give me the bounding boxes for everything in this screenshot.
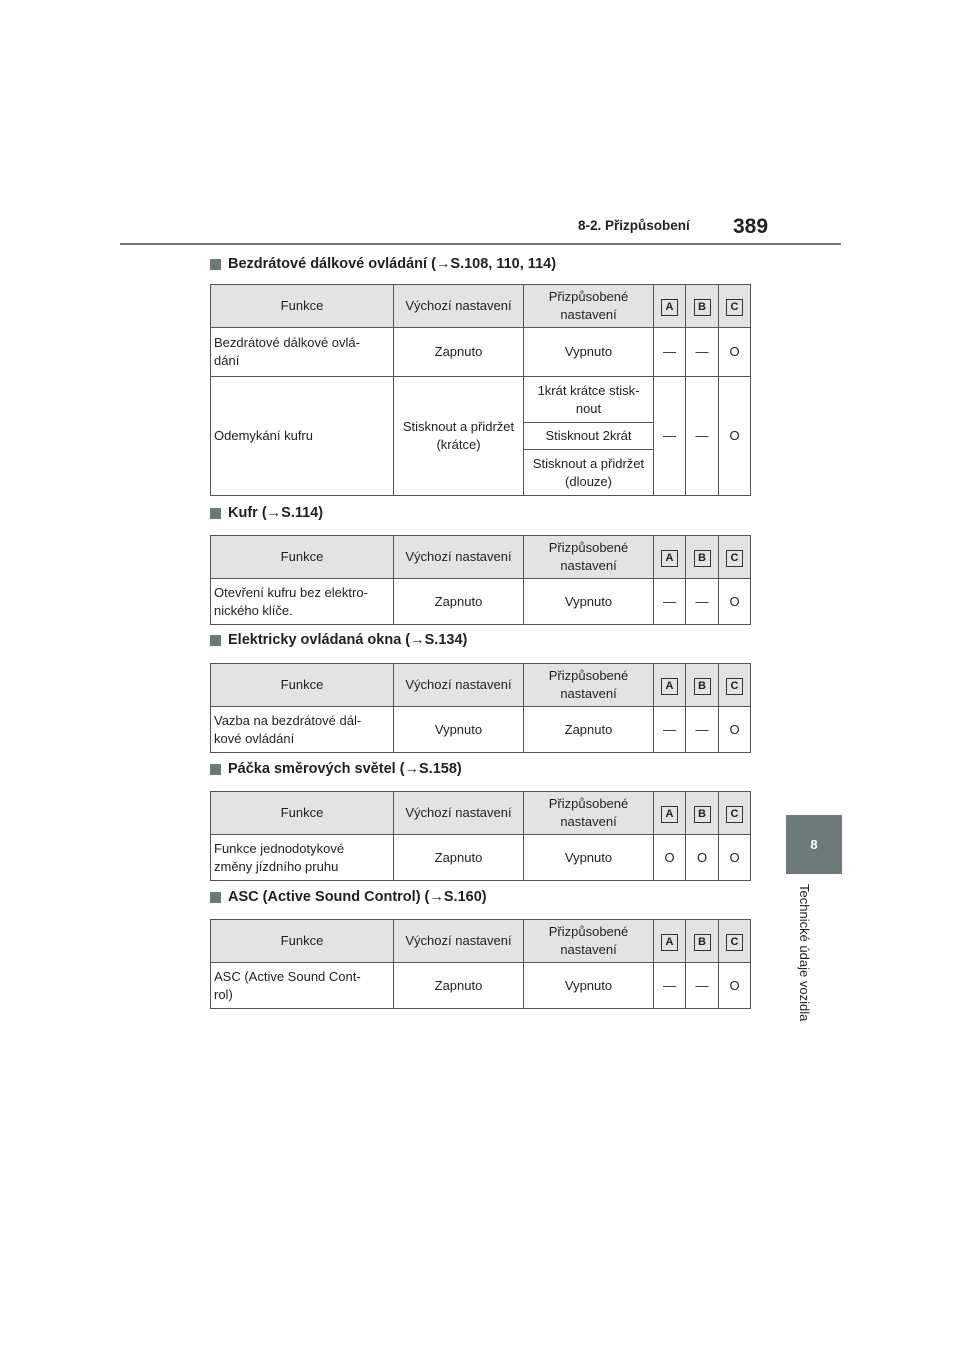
table-row: ASC (Active Sound Cont- rol) Zapnuto Vypnuto — — O [211,963,751,1009]
table-row: Stisknout a přidržet (dlouze) [211,450,751,496]
table-row: Funkce jednodotykové změny jízdního pruhu Zapnuto Vypnuto O O O [211,835,751,881]
column-b-icon: B [694,678,711,695]
settings-table [210,535,751,625]
column-a-icon: A [661,806,678,823]
chapter-label: Technické údaje vozidla [797,884,812,1022]
column-b-icon: B [694,934,711,951]
column-a-icon: A [661,934,678,951]
table-row: Otevření kufru bez elektro- nického klíče. Zapnuto Vypnuto — — O [211,579,751,625]
bullet-square-icon [210,764,221,775]
settings-table [210,284,751,496]
column-c-icon: C [726,299,743,316]
header-divider [120,243,841,245]
section-heading: ASC (Active Sound Control) (→S.160) [210,889,487,905]
table-row: Bezdrátové dálkové ovlá- dání Zapnuto Vypnuto — — O [211,328,751,377]
table-row: Vazba na bezdrátové dál- kové ovládání Vypnuto Zapnuto — — O [211,707,751,753]
table-header-row: Funkce Výchozí nastavení Přizpůsobené nastavení A B C [211,920,751,963]
section-heading: Páčka směrových světel (→S.158) [210,761,462,777]
section-heading: Elektricky ovládaná okna (→S.134) [210,632,467,648]
section-heading: Bezdrátové dálkové ovládání (→S.108, 110, 114) [210,256,556,272]
chapter-number: 8 [810,837,818,852]
bullet-square-icon [210,259,221,270]
column-a-icon: A [661,678,678,695]
column-b-icon: B [694,806,711,823]
settings-table [210,791,751,881]
column-a-icon: A [661,550,678,567]
column-c-icon: C [726,934,743,951]
settings-table [210,663,751,753]
table-row: Odemykání kufru Stisknout a přidržet (krátce) 1krát krátce stisk- nout — — O [211,377,751,423]
column-b-icon: B [694,550,711,567]
column-b-icon: B [694,299,711,316]
bullet-square-icon [210,635,221,646]
page-number: 389 [733,215,769,238]
section-title: 8-2. Přizpůsobení [578,218,690,233]
column-c-icon: C [726,806,743,823]
table-header-row: Funkce Výchozí nastavení Přizpůsobené nastavení A B C [211,664,751,707]
chapter-tab[interactable] [786,815,842,874]
settings-table [210,919,751,1009]
table-row: Stisknout 2krát [211,423,751,450]
column-c-icon: C [726,550,743,567]
table-header-row: Funkce Výchozí nastavení Přizpůsobené nastavení A B C [211,285,751,328]
bullet-square-icon [210,892,221,903]
section-heading: Kufr (→S.114) [210,505,323,521]
table-header-row: Funkce Výchozí nastavení Přizpůsobené nastavení A B C [211,536,751,579]
column-c-icon: C [726,678,743,695]
table-header-row: Funkce Výchozí nastavení Přizpůsobené nastavení A B C [211,792,751,835]
bullet-square-icon [210,508,221,519]
column-a-icon: A [661,299,678,316]
